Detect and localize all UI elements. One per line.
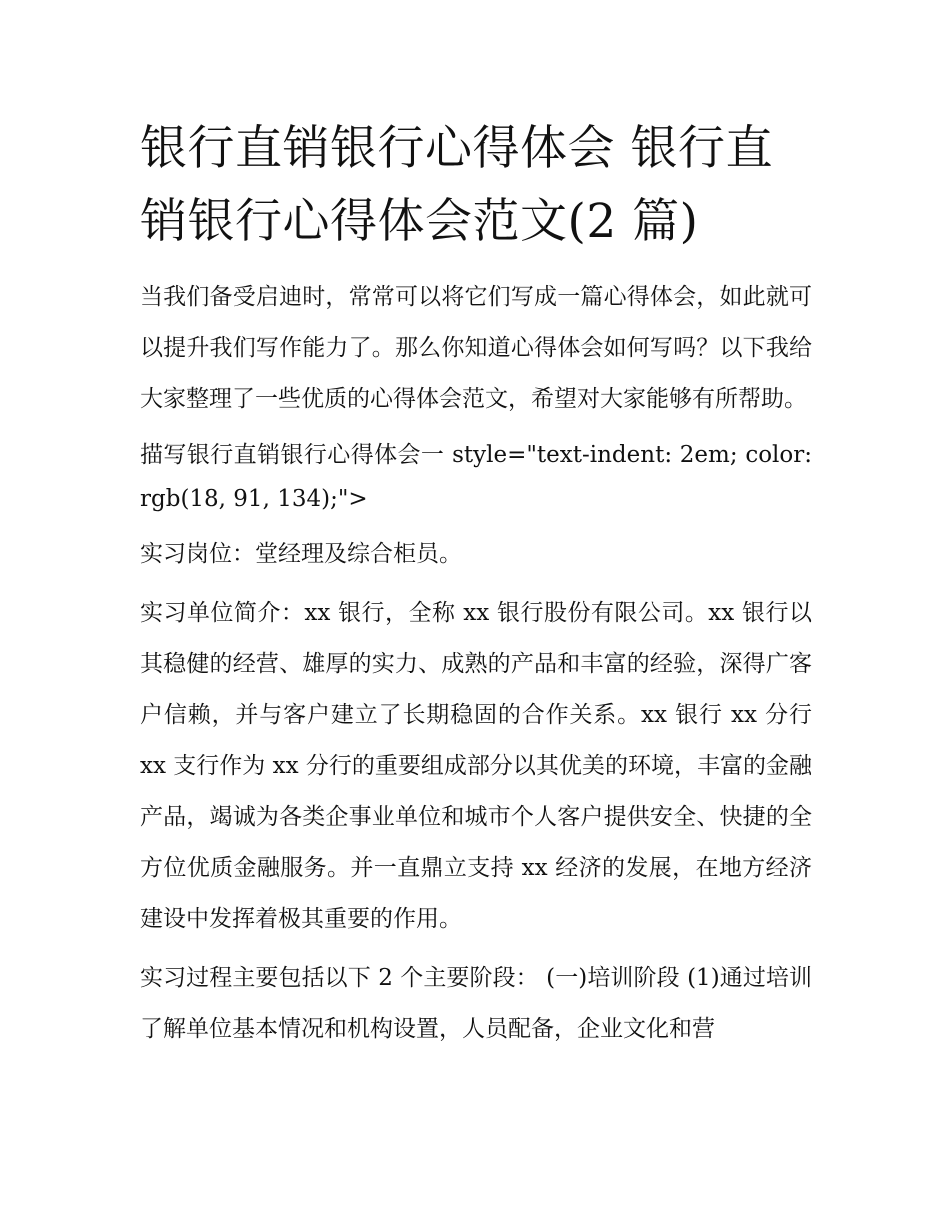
internship-position-paragraph: 实习岗位：堂经理及综合柜员。 bbox=[140, 541, 462, 567]
internship-process-paragraph: 实习过程主要包括以下 2 个主要阶段： (一)培训阶段 (1)通过培训了解单位基本情况和机构设置，人员配备，企业文化和营 bbox=[140, 965, 812, 1042]
intro-paragraph: 当我们备受启迪时，常常可以将它们写成一篇心得体会，如此就可以提升我们写作能力了。那么你知道心得体会如何写吗？以下我给大家整理了一些优质的心得体会范文，希望对大家能够有所帮助。 bbox=[140, 284, 812, 412]
company-intro-paragraph: 实习单位简介：xx 银行，全称 xx 银行股份有限公司。xx 银行以其稳健的经营、雄厚的实力、成熟的产品和丰富的经验，深得广客户信赖，并与客户建立了长期稳固的合作关系。xx 银行 xx 分行 xx 支行作为 xx 分行的重要组成部分以其优美的环境，丰富的金融产品，竭诚为各类企事业单位和城市个人客户提供安全、快捷的全方位优质金融服务。并一直鼎立支持 xx 经济的发展，在地方经济建设中发挥着极其重要的作用。 bbox=[140, 600, 812, 932]
document-title: 银行直销银行心得体会 银行直销银行心得体会范文(2 篇) bbox=[140, 121, 773, 249]
document-page bbox=[140, 112, 812, 1063]
section-heading-paragraph: 描写银行直销银行心得体会一 style="text-indent: 2em; color: rgb(18, 91, 134);"> bbox=[140, 442, 812, 512]
